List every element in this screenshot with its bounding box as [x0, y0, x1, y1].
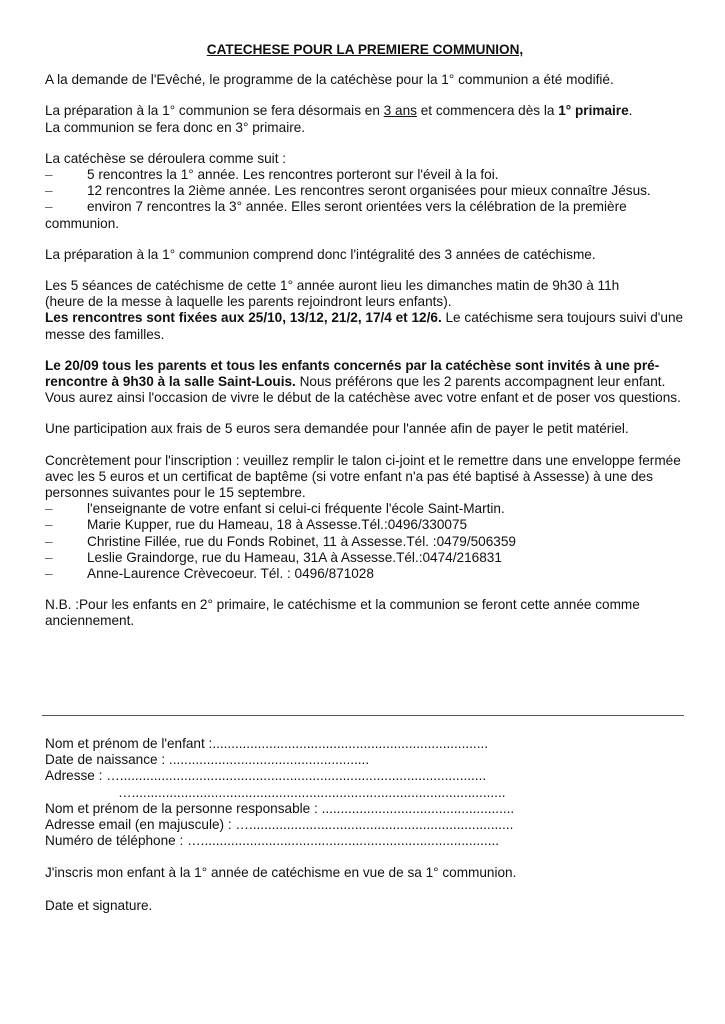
prep-text-c: . [628, 103, 633, 119]
dash-bullet: – [45, 167, 53, 183]
list-item: – Christine Fillée, rue du Fonds Robinet, 11 à Assesse.Tél. :0479/506359 [45, 533, 516, 549]
prep-start-grade: 1° primaire [558, 103, 629, 119]
dash-bullet: – [45, 517, 53, 533]
meeting-paragraph: Le 20/09 tous les parents et tous les enfants concernés par la catéchèse sont invités à une pré-rencontre à 9h30 à la salle Saint-Louis. Nous préférons que les 2 parents accompagnent leur enfant. Vous aurez ainsi l'occasion de vivre le début de la catéchèse avec votre enfant et de poser vos questions. [45, 357, 681, 406]
schedule-heading: La catéchèse se déroulera comme suit : [45, 150, 287, 166]
list-item: – 5 rencontres la 1° année. Les rencontres porteront sur l'éveil à la foi. [45, 167, 499, 183]
dash-bullet: – [45, 566, 53, 582]
letter-body [45, 42, 685, 645]
address-field: Adresse : …................................................................................................. [45, 768, 487, 784]
dash-bullet: – [45, 183, 53, 199]
schedule-section [45, 151, 685, 232]
preparation-paragraph [45, 103, 685, 135]
list-item: – environ 7 rencontres la 3° année. Elles seront orientées vers la célébration de la première communion. [45, 199, 627, 231]
signature-field: Date et signature. [45, 897, 153, 913]
dash-bullet: – [45, 533, 53, 549]
birth-date-field: Date de naissance : ..................................................... [45, 752, 370, 768]
responsible-name-field: Nom et prénom de la personne responsable : ................................................... [45, 800, 515, 816]
cut-line-divider [42, 715, 684, 716]
meeting-announcement: Le 20/09 tous les parents et tous les enfants concernés par la catéchèse sont invités à une pré-rencontre à 9h30 à la salle Saint-Louis. [45, 357, 660, 390]
intro-paragraph: A la demande de l'Evêché, le programme de la catéchèse pour la 1° communion a été modifié. [45, 72, 614, 88]
session-dates: Les rencontres sont fixées aux 25/10, 13/12, 21/2, 17/4 et 12/6. [45, 310, 442, 326]
list-item: – Leslie Graindorge, rue du Hameau, 31A à Assesse.Tél.:0474/216831 [45, 549, 502, 565]
address-continuation-field: …................................................................................................... [118, 784, 506, 800]
fee-paragraph: Une participation aux frais de 5 euros sera demandée pour l'année afin de payer le petit matériel. [45, 421, 629, 437]
child-name-field: Nom et prénom de l'enfant :......................................................................... [45, 736, 489, 751]
prep-text-a: La préparation à la 1° communion se fera désormais en [45, 103, 384, 119]
prep-duration: 3 ans [383, 103, 417, 119]
phone-field: Numéro de téléphone : …............................................................................... [45, 833, 500, 849]
registration-section [45, 453, 685, 583]
list-item: – Anne-Laurence Crèvecoeur. Tél. : 0496/871028 [45, 566, 374, 582]
full-preparation-paragraph: La préparation à la 1° communion comprend donc l'intégralité des 3 années de catéchisme. [45, 246, 596, 262]
prep-text-b: et commencera dès la [416, 103, 559, 119]
dash-bullet: – [45, 199, 53, 215]
list-item: – Marie Kupper, rue du Hameau, 18 à Assesse.Tél.:0496/330075 [45, 517, 468, 533]
page-title: CATECHESE POUR LA PREMIERE COMMUNION, [206, 42, 524, 57]
enrollment-statement: J'inscris mon enfant à la 1° année de catéchisme en vue de sa 1° communion. [45, 865, 517, 881]
prep-communion-grade: La communion se fera donc en 3° primaire. [45, 119, 306, 135]
email-field: Adresse email (en majuscule) : …...................................................................... [45, 817, 514, 833]
nb-paragraph: N.B. :Pour les enfants en 2° primaire, le catéchisme et la communion se feront cette année comme anciennement. [45, 597, 640, 629]
registration-form [45, 736, 685, 914]
registration-text: Concrètement pour l'inscription : veuillez remplir le talon ci-joint et le remettre dans une enveloppe fermée avec les 5 euros et un certificat de baptême (si votre enfant n'a pas été baptisé à Assesse) à une des personnes suivantes pour le 15 septembre. [45, 452, 681, 501]
list-item: – l'enseignante de votre enfant si celui-ci fréquente l'école Saint-Martin. [45, 501, 505, 517]
list-item: – 12 rencontres la 2ième année. Les rencontres seront organisées pour mieux connaître Jésus. [45, 183, 651, 199]
sessions-paragraph: Les 5 séances de catéchisme de cette 1° année auront lieu les dimanches matin de 9h30 à 11h (heure de la messe à laquelle les parents rejoindront leurs enfants). Les rencontres sont fixées aux 25/10, 13/12, 21/2, 17/4 et 12/6. Le catéchisme sera toujours suivi d'une messe des familles. [45, 278, 684, 342]
dash-bullet: – [45, 501, 53, 517]
dash-bullet: – [45, 549, 53, 565]
